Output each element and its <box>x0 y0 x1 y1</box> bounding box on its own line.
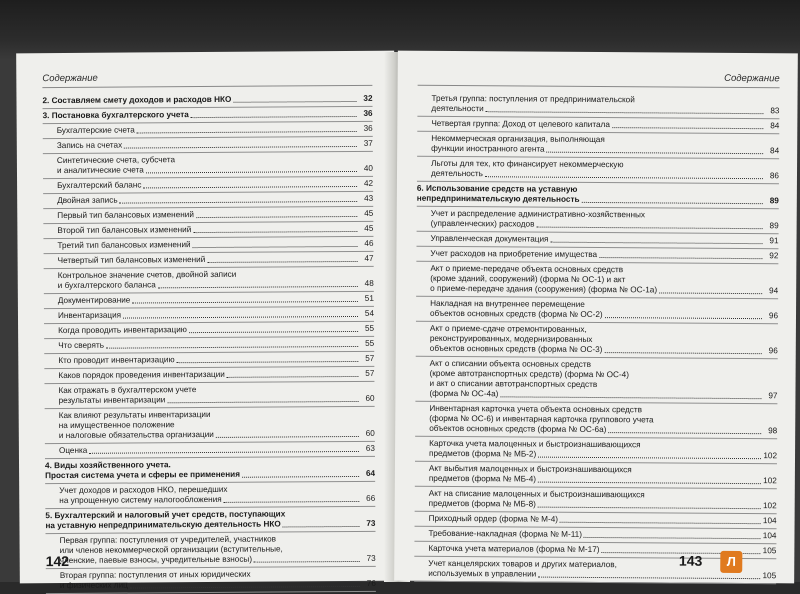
toc-entry-title-line: объектов основных средств (форма № ОС-2) <box>429 308 603 320</box>
toc-entry-title-line: объектов основных средств (форма № ОС-3) <box>429 343 603 355</box>
toc-entry-title-line: и физических лиц <box>59 580 128 591</box>
publisher-logo-icon: Л <box>720 551 742 573</box>
toc-entry <box>416 322 778 360</box>
leader-dots <box>137 130 357 134</box>
toc-page-number: 96 <box>768 311 779 321</box>
toc-list <box>42 92 375 594</box>
toc-page-number: 64 <box>365 468 376 478</box>
toc-entry <box>415 487 777 515</box>
toc-page-number: 55 <box>365 338 375 348</box>
toc-entry-title-line: и бухгалтерского баланса <box>57 280 156 291</box>
toc-entry-title-line: Накладная на внутреннее перемещение <box>430 298 585 309</box>
leader-dots <box>89 450 359 454</box>
toc-entry <box>46 567 376 594</box>
toc-page-number: 105 <box>762 571 777 581</box>
toc-entry-title-line: 6. Использование средств на уставную <box>416 183 578 194</box>
leader-dots <box>560 521 761 524</box>
toc-entry-title-line: Первый тип балансовых изменений <box>57 210 194 221</box>
toc-entry-title-line: Оценка <box>58 445 88 456</box>
leader-dots <box>233 100 356 103</box>
toc-page-number: 104 <box>762 531 777 541</box>
toc-page-number: 73 <box>366 553 376 563</box>
toc-entry-title-line: Кто проводит инвентаризацию <box>58 355 175 366</box>
toc-page-number: 47 <box>364 253 374 263</box>
toc-entry-title-line: Акт выбытия малоценных и быстроизнашивающихся <box>428 463 632 475</box>
leader-dots <box>193 230 357 233</box>
toc-entry-title-line: Бухгалтерские счета <box>56 125 135 136</box>
toc-entry-title-line: Двойная запись <box>57 195 118 206</box>
toc-entry-title-line: Учет канцелярских товаров и других материалов, <box>428 558 617 570</box>
toc-page-number: 98 <box>768 426 778 436</box>
toc-entry <box>417 157 779 185</box>
toc-entry-title-line: предметов (форма № МБ-8) <box>428 498 536 509</box>
leader-dots <box>547 151 764 155</box>
leader-dots <box>130 585 360 589</box>
toc-entry-title-line: Учет расходов на приобретение имущества <box>430 248 598 260</box>
toc-entry-title-line: Как отражать в бухгалтерском учете <box>58 385 197 396</box>
toc-entry-title-line: Акт о приеме-передаче объекта основных средств <box>430 263 624 275</box>
leader-dots <box>254 560 360 563</box>
toc-entry-title-line: (кроме автотранспортных средств) (форма № ОС-4) <box>429 368 629 380</box>
toc-entry-title-line: членские, паевые взносы, учредительные взносы) <box>59 554 253 566</box>
toc-entry-title-line: Третий тип балансовых изменений <box>57 240 191 251</box>
leader-dots <box>196 215 357 218</box>
toc-chapter-entry <box>45 507 375 534</box>
toc-entry-title-line: (форма № ОС-4а) <box>429 388 499 399</box>
toc-entry <box>46 532 376 569</box>
page-number: 142 <box>45 552 70 570</box>
leader-dots <box>123 315 358 319</box>
toc-entry <box>416 262 778 300</box>
leader-dots <box>124 145 357 149</box>
toc-entry <box>415 437 777 465</box>
toc-entry-title-line: Как влияют результаты инвентаризации <box>58 409 211 421</box>
toc-page-number: 48 <box>364 278 374 288</box>
toc-entry <box>417 207 779 235</box>
toc-entry-title-line: Бухгалтерский баланс <box>57 180 142 191</box>
right-page <box>394 51 798 584</box>
toc-entry-title-line: Акт о списании объекта основных средств <box>429 358 592 369</box>
toc-entry <box>44 382 374 409</box>
leader-dots <box>605 316 762 319</box>
toc-entry <box>417 92 779 120</box>
toc-page-number: 51 <box>364 293 374 303</box>
toc-entry-title-line: или членов некоммерческой организации (вступительные, <box>59 544 283 556</box>
toc-page-number: 37 <box>363 138 373 148</box>
running-head: Содержание <box>418 71 780 89</box>
toc-entry-title-line: Когда проводить инвентаризацию <box>58 325 187 336</box>
toc-page-number: 84 <box>770 121 780 131</box>
leader-dots <box>485 175 763 179</box>
leader-dots <box>158 285 358 288</box>
leader-dots <box>242 475 359 478</box>
toc-entry-title-line: и акт о списании автотранспортных средств <box>429 378 598 390</box>
toc-entry <box>45 482 375 509</box>
toc-entry <box>45 407 375 444</box>
toc-entry-title-line: Инвентаризация <box>57 310 122 321</box>
leader-dots <box>224 500 360 503</box>
leader-dots <box>120 200 358 204</box>
toc-page-number: 32 <box>363 93 373 103</box>
leader-dots <box>659 291 762 294</box>
toc-page-number: 76 <box>366 578 376 588</box>
toc-entry-title-line: Каков порядок проведения инвентаризации <box>58 369 225 381</box>
toc-page-number: 40 <box>363 163 373 173</box>
toc-page-number: 104 <box>762 516 777 526</box>
toc-page-number: 84 <box>770 146 780 156</box>
leader-dots <box>106 345 358 349</box>
toc-page-number: 36 <box>363 123 373 133</box>
leader-dots <box>146 170 357 173</box>
leader-dots <box>608 431 761 434</box>
leader-dots <box>167 400 358 403</box>
toc-page-number: 57 <box>365 368 375 378</box>
toc-page-number: 55 <box>364 323 375 333</box>
toc-entry-title-line: непредпринимательскую деятельность <box>416 193 580 204</box>
toc-page-number: 46 <box>364 238 374 248</box>
toc-entry-title-line: 4. Виды хозяйственного учета. <box>45 460 171 471</box>
toc-entry-title-line: 2. Составляем смету доходов и расходов НКО <box>42 94 232 106</box>
leader-dots <box>599 256 762 259</box>
leader-dots <box>189 330 358 333</box>
toc-page-number: 66 <box>366 493 376 503</box>
toc-page-number: 91 <box>769 236 779 246</box>
leader-dots <box>538 456 761 460</box>
toc-entry-title-line: Льготы для тех, кто финансирует некоммерческую <box>431 158 624 170</box>
toc-entry-title-line: (управленческих) расходов <box>430 218 535 229</box>
toc-entry-title-line: используемых в управлении <box>428 568 537 579</box>
toc-entry-title-line: Третья группа: поступления от предпринимательской <box>431 93 635 105</box>
toc-entry-title-line: результаты инвентаризации <box>58 395 166 406</box>
toc-page-number: 89 <box>769 221 779 231</box>
toc-list <box>414 92 779 585</box>
toc-entry-title-line: Карточка учета малоценных и быстроизнашивающихся <box>429 438 641 450</box>
toc-entry <box>417 132 779 160</box>
toc-page-number: 42 <box>363 178 374 188</box>
toc-entry-title-line: объектов основных средств (форма № ОС-6а) <box>429 423 607 435</box>
toc-page-number: 102 <box>763 476 777 486</box>
toc-entry-title-line: Запись на счетах <box>56 140 123 151</box>
toc-entry-title-line: Акт на списание малоценных и быстроизнашивающихся <box>428 488 645 500</box>
toc-entry-title-line: Инвентарная карточка учета объекта основных средств <box>429 403 643 415</box>
toc-entry-title-line: Второй тип балансовых изменений <box>57 225 192 236</box>
toc-entry-title-line: Приходный ордер (форма № М-4) <box>428 513 559 524</box>
toc-entry-title-line: Что сверять <box>58 340 104 351</box>
toc-entry-title-line: (форма № ОС-6) и инвентарная карточка группового учета <box>429 413 654 425</box>
toc-entry-title-line: деятельности <box>431 103 484 114</box>
toc-chapter-entry <box>45 457 375 484</box>
toc-page-number: 83 <box>770 106 780 116</box>
toc-entry-title-line: Акт о приеме-сдаче отремонтированных, <box>429 323 587 334</box>
toc-page-number: 60 <box>365 393 375 403</box>
toc-entry-title-line: предметов (форма № МБ-2) <box>429 448 537 459</box>
toc-entry-title-line: Контрольное значение счетов, двойной записи <box>57 269 237 281</box>
leader-dots <box>486 110 764 114</box>
leader-dots <box>191 115 357 118</box>
toc-entry-title-line: деятельность <box>430 168 483 179</box>
page-number: 143 <box>678 552 703 569</box>
toc-entry <box>416 297 778 325</box>
toc-entry-title-line: функции иностранного агента <box>431 143 545 154</box>
leader-dots <box>536 226 762 230</box>
toc-entry-title-line: 5. Бухгалтерский и налоговый учет средств, поступающих <box>45 509 286 521</box>
toc-page-number: 54 <box>364 308 375 318</box>
toc-entry-title-line: Учет доходов и расходов НКО, перешедших <box>59 484 228 496</box>
toc-page-number: 86 <box>769 171 780 181</box>
toc-page-number: 36 <box>363 108 373 118</box>
toc-entry-title-line: Требование-накладная (форма № М-11) <box>428 528 582 539</box>
toc-entry-title-line: Четвертый тип балансовых изменений <box>57 255 206 266</box>
toc-entry-title-line: Простая система учета и сферы ее применения <box>45 469 241 481</box>
leader-dots <box>132 300 358 304</box>
toc-page-number: 57 <box>365 353 375 363</box>
toc-page-number: 73 <box>366 518 376 528</box>
toc-page-number: 45 <box>364 208 374 218</box>
toc-entry-title-line: 3. Постановка бухгалтерского учета <box>42 110 189 121</box>
toc-entry <box>44 267 374 294</box>
toc-entry-title-line: Первая группа: поступления от учредителей, участников <box>59 534 277 546</box>
leader-dots <box>207 260 357 263</box>
leader-dots <box>604 351 761 354</box>
toc-entry-title-line: (кроме зданий, сооружений) (форма № ОС-1) и акт <box>430 273 626 285</box>
leader-dots <box>612 126 763 129</box>
toc-page-number: 96 <box>768 346 778 356</box>
toc-entry-title-line: о приеме-передаче здания (сооружения) (форма № ОС-1а) <box>430 283 658 295</box>
toc-page-number: 89 <box>769 196 779 206</box>
leader-dots <box>283 525 360 528</box>
toc-page-number: 92 <box>769 251 779 261</box>
leader-dots <box>227 375 359 378</box>
leader-dots <box>500 395 761 399</box>
toc-entry <box>43 152 373 179</box>
toc-entry-title-line: Карточка учета материалов (форма № М-17) <box>428 543 600 555</box>
toc-entry-title-line: Некоммерческая организация, выполняющая <box>431 133 605 145</box>
left-page <box>16 51 398 591</box>
toc-page-number: 102 <box>762 501 777 511</box>
leader-dots <box>177 360 359 363</box>
leader-dots <box>216 435 359 438</box>
toc-entry <box>415 462 777 490</box>
leader-dots <box>538 576 760 580</box>
toc-page-number: 97 <box>768 391 778 401</box>
toc-entry-title-line: Синтетические счета, субсчета <box>56 155 176 166</box>
toc-entry-title-line: Четвертая группа: Доход от целевого капитала <box>431 118 610 130</box>
leader-dots <box>538 506 761 510</box>
toc-entry-title-line: и налоговые обязательства организации <box>58 429 214 441</box>
toc-entry-title-line: Документирование <box>57 295 131 306</box>
toc-page-number: 45 <box>364 223 374 233</box>
toc-page-number: 43 <box>364 193 374 203</box>
toc-entry-title-line: предметов (форма № МБ-4) <box>428 473 537 484</box>
toc-entry-title-line: Управленческая документация <box>430 233 549 244</box>
toc-entry-title-line: на имущественное положение <box>58 420 175 431</box>
leader-dots <box>193 245 358 248</box>
toc-entry-title-line: на уставную непредпринимательскую деятельность НКО <box>45 519 281 531</box>
toc-entry-title-line: Вторая группа: поступления от иных юридических <box>59 569 251 581</box>
toc-entry-title-line: реконструированных, модернизированных <box>429 333 593 344</box>
toc-entry-title-line: и аналитические счета <box>56 165 144 176</box>
running-head: Содержание <box>42 71 372 88</box>
toc-entry-title-line: Учет и распределение административно-хозяйственных <box>430 208 646 220</box>
toc-page-number: 60 <box>365 428 375 438</box>
toc-page-number: 63 <box>365 443 375 453</box>
toc-entry <box>415 357 777 405</box>
leader-dots <box>581 201 762 204</box>
toc-page-number: 94 <box>769 286 779 296</box>
toc-chapter-entry <box>417 182 779 210</box>
toc-entry <box>415 402 777 440</box>
leader-dots <box>584 536 761 539</box>
leader-dots <box>143 185 357 188</box>
toc-page-number: 105 <box>762 546 777 556</box>
leader-dots <box>538 481 761 485</box>
toc-page-number: 102 <box>763 451 778 461</box>
toc-entry-title-line: на упрощенную систему налогообложения <box>59 494 222 506</box>
leader-dots <box>550 241 762 244</box>
